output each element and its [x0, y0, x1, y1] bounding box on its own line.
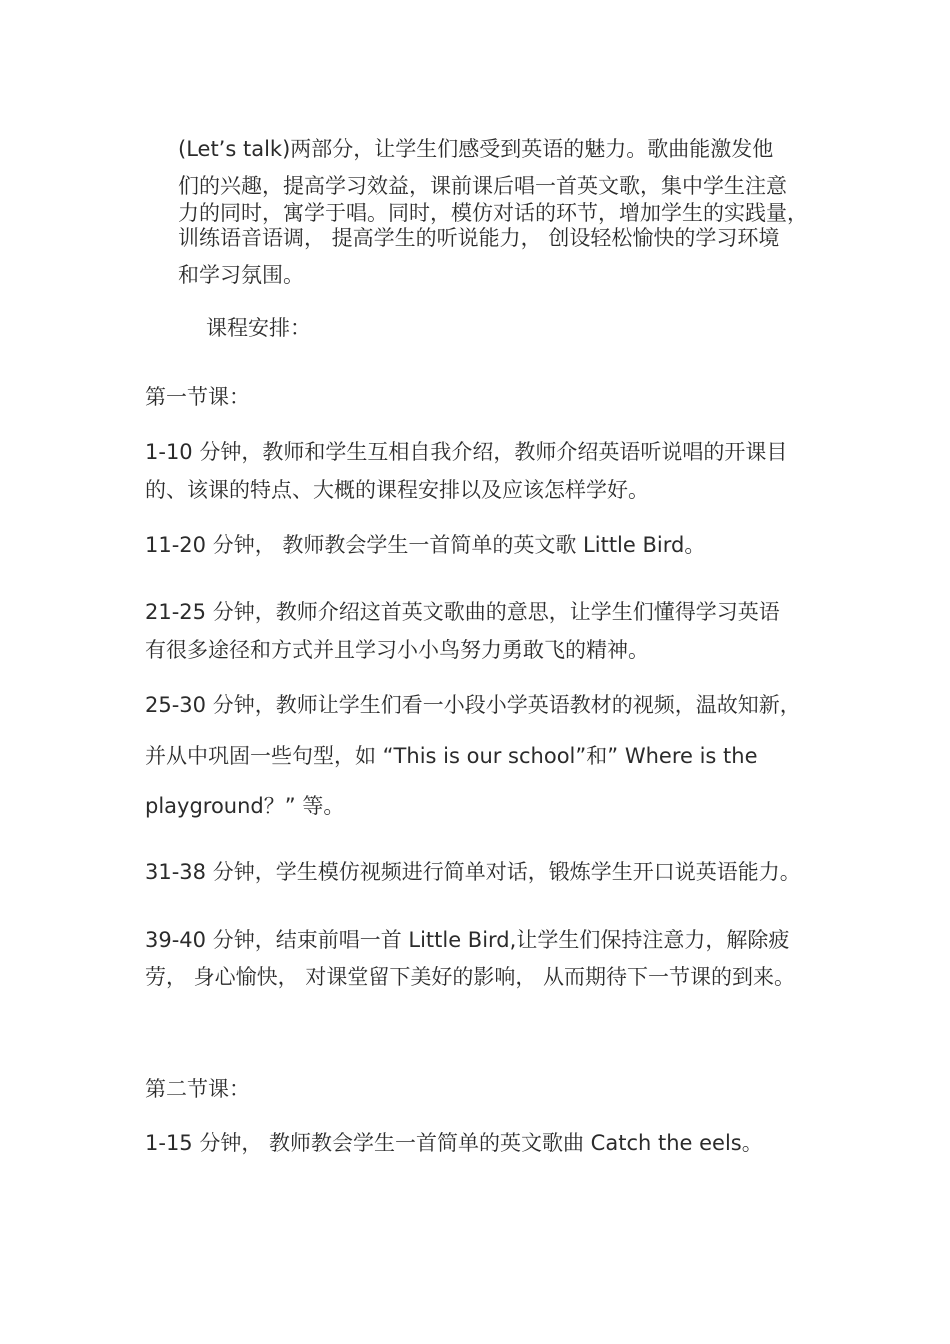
text-line: 和学习氛围。: [178, 263, 304, 287]
text-line: 31-38 分钟，学生模仿视频进行简单对话，锻炼学生开口说英语能力。: [145, 860, 801, 884]
text-line: 21-25 分钟，教师介绍这首英文歌曲的意思，让学生们懂得学习英语: [145, 600, 780, 624]
text-line: playground？” 等。: [145, 794, 345, 818]
text-line: 1-15 分钟， 教师教会学生一首简单的英文歌曲 Catch the eels。: [145, 1131, 763, 1155]
lesson-1-heading: 第一节课：: [145, 385, 250, 409]
text-line: 们的兴趣，提高学习效益，课前课后唱一首英文歌，集中学生注意: [178, 174, 787, 198]
lesson-2-heading: 第二节课：: [145, 1077, 250, 1101]
text-line: (Let’s talk)两部分，让学生们感受到英语的魅力。歌曲能激发他: [178, 137, 774, 161]
text-line: 有很多途径和方式并且学习小小鸟努力勇敢飞的精神。: [145, 638, 649, 662]
text-line: 11-20 分钟， 教师教会学生一首简单的英文歌 Little Bird。: [145, 533, 706, 557]
text-line: 的、该课的特点、大概的课程安排以及应该怎样学好。: [145, 478, 649, 502]
text-line: 1-10 分钟，教师和学生互相自我介绍，教师介绍英语听说唱的开课目: [145, 440, 788, 464]
text-line: 39-40 分钟，结束前唱一首 Little Bird,让学生们保持注意力，解除疲: [145, 928, 790, 952]
schedule-heading: 课程安排：: [206, 316, 311, 340]
text-line: 25-30 分钟，教师让学生们看一小段小学英语教材的视频，温故知新，: [145, 693, 801, 717]
text-line: 力的同时，寓学于唱。同时，模仿对话的环节，增加学生的实践量，: [178, 201, 808, 225]
text-line: 并从中巩固一些句型，如 “This is our school”和” Where is the: [145, 744, 758, 768]
text-line: 训练语音语调， 提高学生的听说能力， 创设轻松愉快的学习环境: [178, 226, 780, 250]
text-line: 劳， 身心愉快， 对课堂留下美好的影响， 从而期待下一节课的到来。: [145, 965, 796, 989]
